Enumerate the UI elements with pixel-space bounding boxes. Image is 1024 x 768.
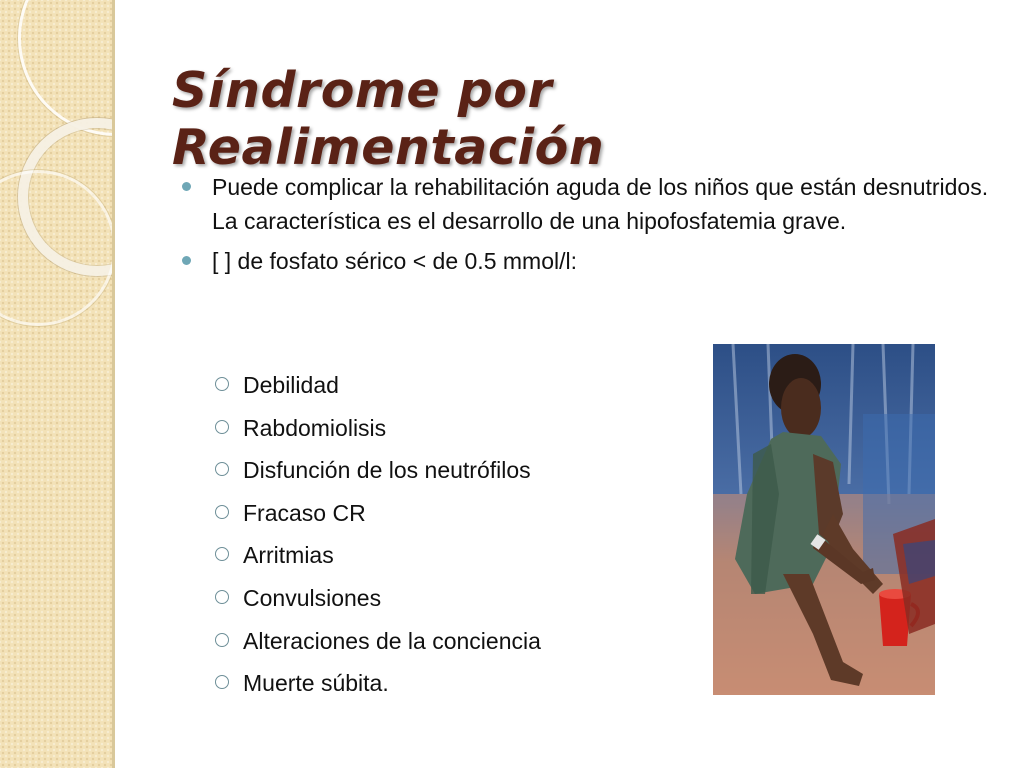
hollow-circle-icon — [215, 377, 229, 391]
child-photo — [713, 344, 935, 695]
sub-item-text: Convulsiones — [243, 584, 382, 611]
sub-list-item — [215, 662, 685, 705]
sub-bullet-list — [215, 364, 685, 705]
sub-item-text: Alteraciones de la conciencia — [243, 627, 541, 654]
sub-list-item — [215, 449, 685, 492]
bullet-item — [180, 244, 995, 278]
bullet-icon — [182, 256, 191, 265]
sub-item-text: Debilidad — [243, 372, 339, 398]
bullet-text: [ ] de fosfato sérico < de 0.5 mmol/l: — [212, 248, 577, 274]
hollow-circle-icon — [215, 505, 229, 519]
sub-list-item — [215, 364, 685, 407]
hollow-circle-icon — [215, 590, 229, 604]
hollow-circle-icon — [215, 547, 229, 561]
sub-item-text: Disfunción de los neutrófilos — [243, 457, 531, 484]
bullet-list — [180, 170, 995, 284]
bullet-text: Puede complicar la rehabilitación aguda de los niños que están desnutridos. La característica es el desarrollo de una hipofosfatemia grave. — [212, 174, 989, 234]
sub-item-text: Fracaso CR — [243, 499, 366, 526]
sub-list-item — [215, 620, 685, 663]
decorative-ring — [18, 0, 112, 136]
bullet-icon — [182, 182, 191, 191]
hollow-circle-icon — [215, 675, 229, 689]
decorative-sidebar — [0, 0, 112, 768]
slide-title: Síndrome por Realimentación — [172, 62, 605, 176]
bullet-item — [180, 170, 995, 238]
sub-list-item — [215, 407, 685, 450]
sub-list-item — [215, 492, 685, 535]
sub-list-item — [215, 577, 685, 620]
hollow-circle-icon — [215, 462, 229, 476]
sub-item-text: Muerte súbita. — [243, 670, 389, 697]
hollow-circle-icon — [215, 420, 229, 434]
sub-item-text: Rabdomiolisis — [243, 414, 387, 441]
hollow-circle-icon — [215, 633, 229, 647]
sub-item-text: Arritmias — [243, 542, 334, 569]
sidebar-divider — [112, 0, 115, 768]
sub-list-item — [215, 534, 685, 577]
